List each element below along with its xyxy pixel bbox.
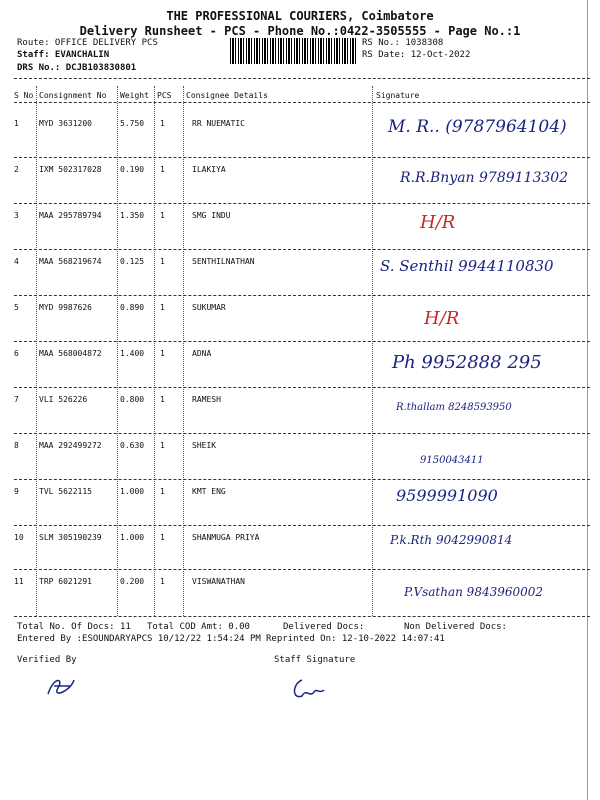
barcode [230, 38, 356, 64]
row-pcs: 1 [160, 349, 165, 358]
reprinted-on: Reprinted On: 12-10-2022 14:07:41 [266, 634, 445, 644]
staff-signature-label: Staff Signature [274, 655, 356, 665]
row-weight: 0.200 [120, 577, 145, 586]
page-edge [587, 0, 588, 800]
row-consignment: MAA 295789794 [39, 211, 102, 220]
runsheet-subtitle: Delivery Runsheet - PCS - Phone No.:0422-3505555 - Page No.:1 [79, 24, 521, 38]
row-pcs: 1 [160, 395, 165, 404]
row-consignment: MAA 568004872 [39, 349, 102, 358]
total-cod: Total COD Amt: 0.00 [147, 622, 250, 632]
row-pcs: 1 [160, 577, 165, 586]
row-sno: 10 [14, 533, 24, 542]
col-header-consignment: Consignment No [39, 91, 107, 100]
row-consignee: VISWANATHAN [192, 577, 245, 586]
row-consignment: SLM 305190239 [39, 533, 102, 542]
row-pcs: 1 [160, 119, 165, 128]
handwritten-signature: 9599991090 [396, 486, 498, 505]
column-separator [372, 86, 373, 616]
row-divider [14, 569, 590, 570]
row-weight: 0.800 [120, 395, 145, 404]
divider [14, 78, 590, 79]
row-sno: 9 [14, 487, 19, 496]
column-separator [183, 86, 184, 616]
entered-by: Entered By :ESOUNDARYAPCS 10/12/22 1:54:24 PM [17, 634, 261, 644]
row-consignment: MAA 292499272 [39, 441, 102, 450]
row-weight: 0.890 [120, 303, 145, 312]
row-divider [14, 433, 590, 434]
row-pcs: 1 [160, 257, 165, 266]
row-weight: 0.125 [120, 257, 145, 266]
row-consignee: SHANMUGA PRIYA [192, 533, 260, 542]
col-header-signature: Signature [376, 91, 420, 100]
row-consignee: KMT ENG [192, 487, 226, 496]
row-consignee: RAMESH [192, 395, 221, 404]
col-header-weight: Weight [120, 91, 149, 100]
row-consignee: ADNA [192, 349, 212, 358]
row-pcs: 1 [160, 165, 165, 174]
column-separator [117, 86, 118, 616]
row-consignment: TRP 6021291 [39, 577, 92, 586]
row-consignee: SUKUMAR [192, 303, 226, 312]
handwritten-signature: S. Senthil 9944110830 [380, 257, 554, 275]
row-weight: 1.000 [120, 487, 145, 496]
staff-signature-mark [288, 674, 328, 704]
row-divider [14, 295, 590, 296]
row-sno: 8 [14, 441, 19, 450]
row-sno: 7 [14, 395, 19, 404]
row-weight: 0.190 [120, 165, 145, 174]
row-divider [14, 157, 590, 158]
row-pcs: 1 [160, 211, 165, 220]
route-label: Route: OFFICE DELIVERY PCS [17, 38, 158, 48]
row-consignment: MYD 3631200 [39, 119, 92, 128]
staff-label: Staff: EVANCHALIN [17, 50, 110, 60]
verified-by-label: Verified By [17, 655, 77, 665]
row-divider [14, 203, 590, 204]
handwritten-signature: P.k.Rth 9042990814 [390, 533, 513, 547]
handwritten-signature: Ph 9952888 295 [392, 352, 542, 373]
row-pcs: 1 [160, 441, 165, 450]
row-divider [14, 479, 590, 480]
row-weight: 1.400 [120, 349, 145, 358]
total-docs: Total No. Of Docs: 11 [17, 622, 131, 632]
divider [14, 616, 590, 617]
row-divider [14, 525, 590, 526]
row-sno: 5 [14, 303, 19, 312]
non-delivered-docs: Non Delivered Docs: [404, 622, 507, 632]
handwritten-signature: H/R [424, 308, 460, 329]
row-consignee: RR NUEMATIC [192, 119, 245, 128]
handwritten-signature: P.Vsathan 9843960002 [404, 585, 544, 599]
row-consignment: VLI 526226 [39, 395, 88, 404]
row-pcs: 1 [160, 303, 165, 312]
row-consignee: SMG INDU [192, 211, 231, 220]
rs-date: RS Date: 12-Oct-2022 [362, 50, 471, 60]
row-consignment: TVL 5622115 [39, 487, 92, 496]
row-weight: 5.750 [120, 119, 145, 128]
handwritten-signature: H/R [420, 212, 456, 233]
company-title: THE PROFESSIONAL COURIERS, Coimbatore [166, 9, 434, 23]
row-divider [14, 387, 590, 388]
drs-number: DRS No.: DCJB103830801 [17, 63, 137, 73]
row-sno: 4 [14, 257, 19, 266]
row-sno: 2 [14, 165, 19, 174]
row-sno: 3 [14, 211, 19, 220]
row-consignee: SENTHILNATHAN [192, 257, 255, 266]
col-header-consignee: Consignee Details [186, 91, 268, 100]
row-sno: 6 [14, 349, 19, 358]
row-pcs: 1 [160, 487, 165, 496]
rs-number: RS No.: 1038308 [362, 38, 444, 48]
row-consignment: MYD 9987626 [39, 303, 92, 312]
handwritten-signature: R.R.Bnyan 9789113302 [400, 170, 569, 186]
row-consignment: IXM 502317028 [39, 165, 102, 174]
col-header-pcs: PCS [157, 91, 172, 100]
verifier-signature-mark [40, 672, 80, 702]
row-sno: 11 [14, 577, 24, 586]
column-separator [154, 86, 155, 616]
divider [14, 102, 590, 103]
handwritten-signature: R.thallam 8248593950 [396, 402, 512, 413]
row-sno: 1 [14, 119, 19, 128]
row-weight: 1.000 [120, 533, 145, 542]
row-weight: 0.630 [120, 441, 145, 450]
row-divider [14, 249, 590, 250]
column-separator [36, 86, 37, 616]
row-weight: 1.350 [120, 211, 145, 220]
row-divider [14, 341, 590, 342]
row-consignee: SHEIK [192, 441, 217, 450]
row-consignment: MAA 568219674 [39, 257, 102, 266]
row-consignee: ILAKIYA [192, 165, 226, 174]
col-header-sno: S No [14, 91, 34, 100]
delivered-docs: Delivered Docs: [283, 622, 365, 632]
handwritten-signature: 9150043411 [420, 455, 484, 466]
row-pcs: 1 [160, 533, 165, 542]
handwritten-signature: M. R.. (9787964104) [388, 117, 567, 137]
